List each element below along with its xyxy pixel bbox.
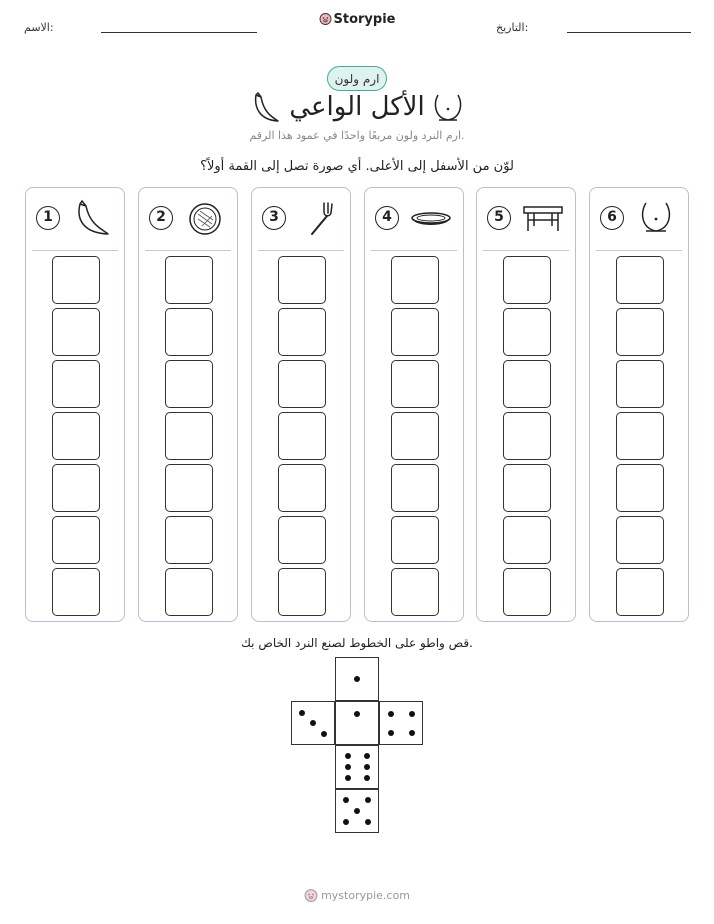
color-square[interactable] (503, 308, 551, 356)
column-number: 2 (149, 206, 173, 230)
column-number: 5 (487, 206, 511, 230)
column-number: 6 (600, 206, 624, 230)
page-subtitle: ارم النرد ولون مربعًا واحدًا في عمود هذا الرقم. (249, 129, 465, 142)
name-label: الاسم: (24, 21, 54, 34)
color-square[interactable] (278, 464, 326, 512)
color-square[interactable] (616, 568, 664, 616)
color-square[interactable] (165, 308, 213, 356)
brand-logo (0, 12, 714, 27)
die-face-4 (379, 701, 423, 745)
belly-icon (634, 198, 678, 238)
date-line[interactable] (567, 32, 691, 33)
bowl-icon (409, 198, 453, 238)
table-icon (521, 198, 565, 238)
page-title: الأكل الواعي (289, 92, 425, 122)
color-square[interactable] (165, 360, 213, 408)
color-square[interactable] (278, 256, 326, 304)
color-square[interactable] (503, 568, 551, 616)
color-square[interactable] (391, 464, 439, 512)
color-square[interactable] (52, 360, 100, 408)
color-square[interactable] (391, 516, 439, 564)
color-square[interactable] (391, 360, 439, 408)
color-square[interactable] (616, 256, 664, 304)
color-square[interactable] (52, 308, 100, 356)
column-number: 1 (36, 206, 60, 230)
color-square[interactable] (52, 256, 100, 304)
color-square[interactable] (616, 516, 664, 564)
column-divider (258, 250, 344, 251)
color-square[interactable] (278, 360, 326, 408)
color-square[interactable] (165, 516, 213, 564)
cut-instruction: قص واطو على الخطوط لصنع النرد الخاص بك. (241, 636, 473, 650)
die-face-6 (335, 745, 379, 789)
color-square[interactable] (52, 568, 100, 616)
color-square[interactable] (165, 256, 213, 304)
color-square[interactable] (503, 464, 551, 512)
color-square[interactable] (165, 412, 213, 460)
column-divider (371, 250, 457, 251)
column-3 (251, 187, 351, 622)
color-square[interactable] (52, 412, 100, 460)
instruction-text: لوّن من الأسفل إلى الأعلى. أي صورة تصل إلى القمة أولاً؟ (200, 159, 514, 174)
column-divider (145, 250, 231, 251)
color-square[interactable] (503, 412, 551, 460)
color-square[interactable] (278, 516, 326, 564)
color-square[interactable] (165, 568, 213, 616)
color-square[interactable] (503, 516, 551, 564)
belly-icon (431, 90, 465, 126)
pig-icon (304, 888, 318, 902)
color-square[interactable] (165, 464, 213, 512)
column-number: 4 (375, 206, 399, 230)
die-face-1 (335, 701, 379, 745)
color-square[interactable] (278, 568, 326, 616)
color-square[interactable] (52, 516, 100, 564)
banana-icon (70, 198, 114, 238)
die-face-1 (335, 657, 379, 701)
die-face-5 (335, 789, 379, 833)
column-5 (476, 187, 576, 622)
color-square[interactable] (391, 568, 439, 616)
column-divider (483, 250, 569, 251)
column-2 (138, 187, 238, 622)
color-square[interactable] (391, 256, 439, 304)
color-square[interactable] (52, 464, 100, 512)
footer (0, 888, 714, 902)
brand-name: Storypie (333, 12, 396, 27)
date-label: التاريخ: (496, 21, 529, 34)
color-square[interactable] (278, 412, 326, 460)
color-square[interactable] (503, 256, 551, 304)
column-divider (32, 250, 118, 251)
die-face-3 (291, 701, 335, 745)
color-square[interactable] (391, 412, 439, 460)
pig-icon (319, 12, 332, 25)
column-4 (364, 187, 464, 622)
pie-icon (183, 198, 227, 238)
color-square[interactable] (503, 360, 551, 408)
column-number: 3 (262, 206, 286, 230)
color-square[interactable] (391, 308, 439, 356)
color-square[interactable] (616, 464, 664, 512)
fork-icon (296, 198, 340, 238)
color-square[interactable] (616, 308, 664, 356)
name-line[interactable] (101, 32, 257, 33)
column-divider (596, 250, 682, 251)
activity-badge: ارم ولون (327, 66, 387, 91)
color-square[interactable] (616, 360, 664, 408)
column-6 (589, 187, 689, 622)
column-1 (25, 187, 125, 622)
color-square[interactable] (616, 412, 664, 460)
footer-url[interactable]: mystorypie.com (321, 889, 410, 902)
color-square[interactable] (278, 308, 326, 356)
